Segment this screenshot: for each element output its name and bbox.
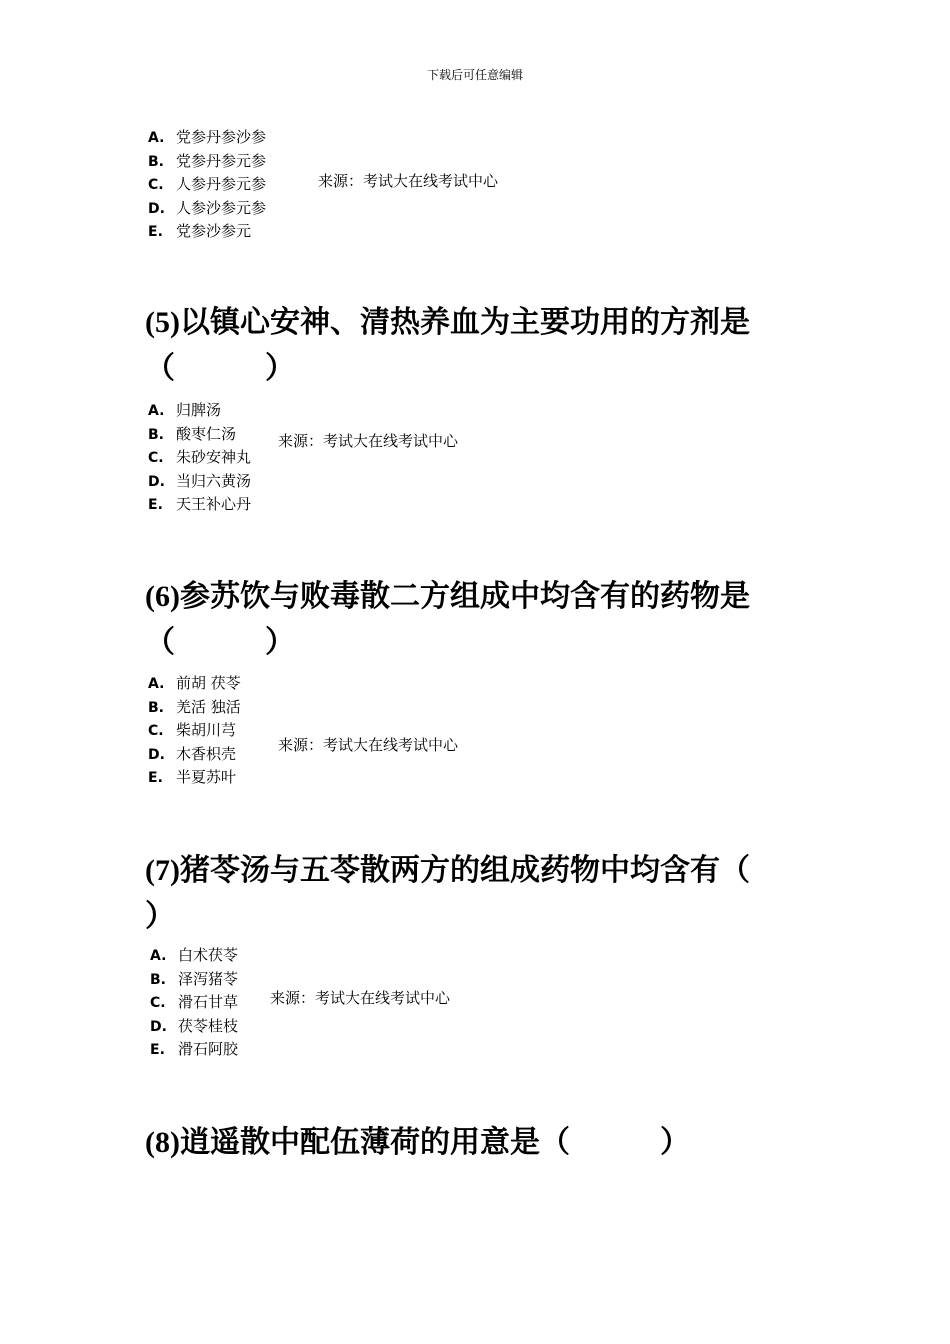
option-letter: B. (148, 426, 164, 443)
option-d[interactable] (150, 1015, 238, 1039)
option-letter: E. (148, 224, 163, 240)
option-letter: E. (148, 497, 163, 513)
option-a[interactable] (148, 399, 251, 423)
option-letter: A. (150, 948, 167, 964)
option-text: 白术茯苓 (178, 946, 239, 964)
page-header: 下载后可任意编辑 (426, 68, 523, 82)
option-e[interactable] (148, 766, 241, 790)
answer-blank: （ ） (145, 351, 295, 386)
option-text: 泽泻猪苓 (178, 969, 239, 988)
option-b[interactable] (148, 150, 266, 174)
option-letter: A. (148, 403, 165, 419)
option-b[interactable] (148, 423, 251, 447)
option-text: 酸枣仁汤 (176, 424, 237, 443)
answer-blank: ） (145, 899, 175, 934)
option-letter: D. (148, 200, 165, 217)
option-d[interactable] (148, 743, 241, 767)
question-text: 以镇心安神、清热养血为主要功用的方剂是 (179, 305, 750, 340)
question-text: 猪苓汤与五苓散两方的组成药物中均含有（ (179, 853, 750, 888)
option-text: 人参丹参元参 (176, 175, 267, 193)
option-text: 天王补心丹 (176, 495, 252, 513)
answer-blank: （ ） (145, 625, 295, 660)
option-text: 滑石阿胶 (178, 1040, 239, 1058)
option-e[interactable] (148, 220, 266, 244)
option-text: 归脾汤 (176, 401, 222, 419)
option-d[interactable] (148, 470, 251, 494)
option-a[interactable] (148, 672, 241, 696)
option-letter: B. (148, 699, 164, 716)
option-letter: A. (148, 676, 165, 692)
option-list (148, 672, 241, 790)
option-a[interactable] (148, 126, 266, 150)
option-letter: B. (148, 153, 164, 170)
question-number: (8) (145, 1126, 180, 1159)
option-text: 木香枳壳 (176, 744, 237, 763)
option-text: 前胡 茯苓 (176, 674, 241, 692)
option-c[interactable] (148, 446, 251, 470)
question-6-stem (145, 574, 835, 666)
question-5-stem (145, 300, 835, 392)
option-letter: D. (148, 746, 165, 763)
option-letter: C. (148, 450, 164, 466)
option-letter: E. (148, 770, 163, 786)
option-text: 柴胡川芎 (176, 721, 237, 739)
option-list (150, 944, 238, 1062)
option-text: 半夏苏叶 (176, 768, 237, 786)
question-7-stem (145, 848, 835, 940)
option-c[interactable] (148, 719, 241, 743)
source-note: 来源：考试大在线考试中心 (278, 432, 459, 450)
option-text: 当归六黄汤 (176, 471, 252, 490)
option-text: 人参沙参元参 (176, 198, 267, 217)
option-e[interactable] (148, 493, 251, 517)
option-text: 朱砂安神丸 (176, 448, 252, 466)
option-letter: C. (148, 177, 164, 193)
question-text: 逍遥散中配伍薄荷的用意是（ ） (179, 1125, 690, 1160)
option-letter: D. (150, 1018, 167, 1035)
option-b[interactable] (150, 968, 238, 992)
option-e[interactable] (150, 1038, 238, 1062)
option-text: 茯苓桂枝 (178, 1016, 239, 1035)
question-number: (7) (145, 854, 180, 887)
option-text: 羌活 独活 (176, 697, 241, 716)
source-note: 来源：考试大在线考试中心 (318, 172, 499, 190)
option-text: 滑石甘草 (178, 993, 239, 1011)
option-letter: A. (148, 130, 165, 146)
question-number: (6) (145, 580, 180, 613)
source-note: 来源：考试大在线考试中心 (270, 989, 451, 1007)
option-letter: C. (150, 995, 166, 1011)
option-d[interactable] (148, 197, 266, 221)
option-letter: E. (150, 1042, 165, 1058)
option-text: 党参丹参沙参 (176, 128, 267, 146)
option-b[interactable] (148, 696, 241, 720)
option-letter: B. (150, 971, 166, 988)
question-8-stem (145, 1120, 835, 1166)
option-list (148, 126, 266, 244)
source-note: 来源：考试大在线考试中心 (278, 736, 459, 754)
option-text: 党参沙参元 (176, 222, 252, 240)
option-c[interactable] (150, 991, 238, 1015)
option-c[interactable] (148, 173, 266, 197)
option-a[interactable] (150, 944, 238, 968)
option-letter: C. (148, 723, 164, 739)
question-number: (5) (145, 306, 180, 339)
question-text: 参苏饮与败毒散二方组成中均含有的药物是 (179, 579, 750, 614)
option-letter: D. (148, 473, 165, 490)
option-list (148, 399, 251, 517)
option-text: 党参丹参元参 (176, 151, 267, 170)
